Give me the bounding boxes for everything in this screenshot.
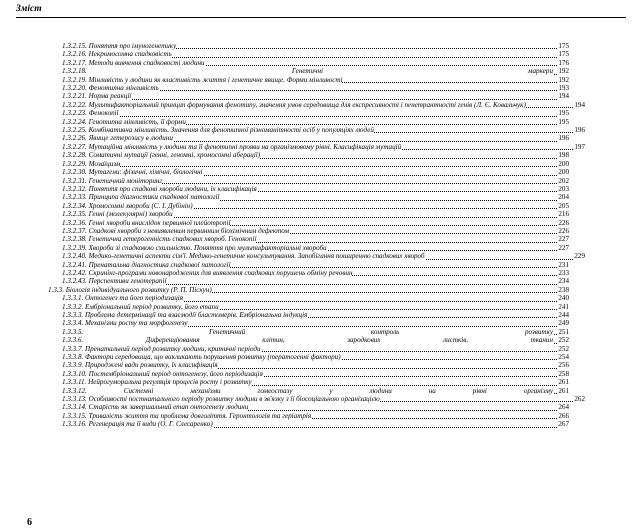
toc-entry[interactable] xyxy=(62,370,569,378)
toc-entry-title: 1.3.2.25. Комбінативна мінливість. Значення для фенотипної різноманітності осіб у популяціях людей xyxy=(62,126,374,135)
toc-entry[interactable] xyxy=(62,101,585,109)
toc-entry-page: 205 xyxy=(558,201,569,210)
toc-entry[interactable] xyxy=(62,235,569,243)
toc-entry[interactable] xyxy=(62,59,569,67)
toc-entry-page: 175 xyxy=(558,42,569,50)
toc-entry[interactable] xyxy=(62,261,569,269)
toc-entry-title: 1.3.3.9. Природжені вади розвитку, їх класифікація xyxy=(62,361,218,370)
toc-entry-page: 226 xyxy=(558,218,569,227)
toc-entry-page: 226 xyxy=(558,226,569,235)
toc-entry-page: 200 xyxy=(558,168,569,177)
toc-entry-title: 1.3.3.11. Нейрогуморальна регуляція процесів росту і розвитку xyxy=(62,378,252,387)
toc-entry-page: 254 xyxy=(558,353,569,362)
toc-entry-title: 1.3.3.4. Механізми росту та морфогенезу xyxy=(62,319,188,328)
toc-entry-title: 1.3.2.37. Спадкові хвороби з невиявленим первинним біохімічним дефектом xyxy=(62,226,290,235)
toc-entry-title: 1.3.2.28. Соматичні мутації (генні, геномні, хромосомні аберації) xyxy=(62,151,261,160)
toc-entry-page: 240 xyxy=(558,294,569,303)
toc-entry[interactable] xyxy=(62,219,569,227)
toc-entry-page: 233 xyxy=(558,268,569,277)
toc-entry-page: 261 xyxy=(558,378,569,387)
toc-entry-page: 192 xyxy=(558,75,569,84)
toc-entry[interactable] xyxy=(62,420,569,428)
header-rule xyxy=(16,17,626,18)
toc-entry-page: 266 xyxy=(558,411,569,420)
toc-entry-page: 261 xyxy=(558,386,569,395)
toc-entry-title: 1.3.2.39. Хвороби зі спадковою схильністю. Поняття про мультифакторіальні хвороби xyxy=(62,243,327,252)
toc-entry[interactable] xyxy=(62,303,569,311)
toc-entry[interactable] xyxy=(62,328,569,336)
toc-entry-title: 1.3.3.16. Регенерація та її види (О. Г. Слесаренко) xyxy=(62,420,213,429)
toc-entry-title: 1.3.2.36. Генні хвороби внаслідок первинної плейотропії xyxy=(62,218,231,227)
toc-entry-title: 1.3.2.22. Мультифакторіальний принцип формування фенотипу, значення умов середовища для експресивності і пенетрантності генів (Л. Є. Ковальчук) xyxy=(62,100,526,109)
table-of-contents xyxy=(0,42,640,429)
toc-entry-title: 1.3.2.29. Мозаїцизм xyxy=(62,159,121,168)
toc-entry-title: 1.3.2.26. Явище гетерозису в людини xyxy=(62,134,173,143)
toc-entry-title: 1.3.3.14. Старість як завершальний етап онтогенезу людини xyxy=(62,403,249,412)
toc-entry-title: 1.3.2.16. Некромосомна спадковість xyxy=(62,50,172,59)
toc-entry[interactable] xyxy=(62,76,569,84)
toc-entry-page: 227 xyxy=(558,235,569,244)
toc-entry-title: 1.3.2.35. Генні (молекулярні) хвороби xyxy=(62,210,173,219)
toc-entry-page: 195 xyxy=(558,109,569,118)
toc-entry-title: 1.3.3.12. Системні механізми гомеостазу у людини на рівні організму xyxy=(62,386,553,395)
toc-entry-title: 1.3.2.33. Принципи діагностики спадкової патології xyxy=(62,193,220,202)
toc-entry[interactable] xyxy=(62,109,569,117)
toc-entry-page: 175 xyxy=(558,50,569,59)
toc-entry-page: 202 xyxy=(558,176,569,185)
toc-entry-page: 176 xyxy=(558,58,569,67)
toc-entry[interactable] xyxy=(62,252,585,260)
toc-entry-title: 1.3.2.31. Генетичний моніторинг xyxy=(62,176,163,185)
toc-entry[interactable] xyxy=(62,403,569,411)
toc-entry-title: 1.3.2.32. Поняття про спадкові хвороби людини, їх класифікація xyxy=(62,184,257,193)
toc-entry-title: 1.3.3.1. Онтогенез та його періодизація xyxy=(62,294,184,303)
toc-entry-title: 1.3.2.27. Мутаційна мінливість у людини та її фенотипні прояви на організмовому рівні. Класифікація мутацій xyxy=(62,142,402,151)
toc-entry-title: 1.3.2.40. Медико-генетичні аспекти сім'ї. Медико-генетичне консультування. Запобігання поширенню спадкових хвороб xyxy=(62,252,425,261)
toc-entry[interactable] xyxy=(62,378,569,386)
toc-entry-page: 194 xyxy=(574,100,585,109)
toc-entry-page: 203 xyxy=(558,184,569,193)
toc-entry-title: 1.3.3.2. Ембріональний період розвитку, його етапи xyxy=(62,302,219,311)
toc-entry[interactable] xyxy=(62,151,569,159)
page-number: 6 xyxy=(27,517,32,528)
toc-entry[interactable] xyxy=(62,361,569,369)
toc-entry-title: 1.3.3. Біологія індивідуального розвитку (Р. П. Піскун) xyxy=(48,285,212,294)
toc-entry-page: 238 xyxy=(558,285,569,294)
toc-entry-title: 1.3.2.18. Генетичні маркери xyxy=(62,67,553,76)
toc-entry-page: 262 xyxy=(574,395,585,404)
toc-entry-title: 1.3.3.13. Особливості постнатального періоду розвитку людини в зв'язку з її біосоціальною організацією xyxy=(62,395,380,404)
toc-entry[interactable] xyxy=(62,319,569,327)
toc-entry-page: 204 xyxy=(558,193,569,202)
toc-entry-title: 1.3.2.23. Фенокопії xyxy=(62,109,119,118)
toc-entry[interactable] xyxy=(62,387,569,395)
toc-entry[interactable] xyxy=(62,84,569,92)
toc-entry[interactable] xyxy=(62,345,569,353)
toc-entry[interactable] xyxy=(62,177,569,185)
toc-entry[interactable] xyxy=(62,244,569,252)
toc-entry-page: 252 xyxy=(558,336,569,345)
toc-entry-page: 227 xyxy=(558,243,569,252)
toc-entry-page: 194 xyxy=(558,92,569,101)
toc-entry-title: 1.3.2.15. Поняття про імуногенетику xyxy=(62,42,177,50)
toc-entry-page: 251 xyxy=(558,327,569,336)
toc-entry-title: 1.3.2.34. Хромосомні хвороби (С. І. Дубінін) xyxy=(62,201,193,210)
toc-entry-title: 1.3.3.7. Пренатальний період розвитку людини, критичні періоди xyxy=(62,344,261,353)
toc-entry-title: 1.3.2.43. Перспективи генотерапії xyxy=(62,277,167,286)
toc-entry-title: 1.3.2.17. Методи вивчення спадковості людини xyxy=(62,58,205,67)
toc-entry-page: 229 xyxy=(574,252,585,261)
toc-entry[interactable] xyxy=(62,134,569,142)
toc-entry-title: 1.3.2.20. Фенотипна мінливість xyxy=(62,84,159,93)
toc-entry-title: 1.3.2.21. Норма реакції xyxy=(62,92,132,101)
toc-entry[interactable] xyxy=(62,67,569,75)
toc-entry-page: 196 xyxy=(558,134,569,143)
toc-entry-page: 195 xyxy=(558,117,569,126)
toc-entry-title: 1.3.2.42. Скринінг-програми новонароджених для виявлення спадкових порушень обміну речовин xyxy=(62,268,353,277)
toc-entry-title: 1.3.3.3. Проблема детермінації та взаємодії бластомерів. Ембріональна індукція xyxy=(62,311,308,319)
toc-entry[interactable] xyxy=(62,160,569,168)
toc-entry[interactable] xyxy=(62,294,569,302)
toc-entry-page: 252 xyxy=(558,344,569,353)
toc-entry-page: 258 xyxy=(558,369,569,378)
dot-leader xyxy=(62,166,569,167)
toc-entry-page: 192 xyxy=(558,67,569,76)
toc-entry[interactable] xyxy=(62,168,569,176)
toc-entry-page: 231 xyxy=(558,260,569,269)
toc-entry-page: 241 xyxy=(558,302,569,311)
toc-entry[interactable] xyxy=(62,193,569,201)
toc-entry-title: 1.3.2.19. Мінливість у людини як властивість життя і генетичне явище. Форми мінливості xyxy=(62,75,343,84)
toc-entry-page: 264 xyxy=(558,403,569,412)
toc-entry[interactable] xyxy=(62,336,569,344)
running-header: Зміст xyxy=(16,4,42,14)
toc-entry-page: 200 xyxy=(558,159,569,168)
toc-entry-page: 256 xyxy=(558,361,569,370)
toc-entry[interactable] xyxy=(62,118,569,126)
toc-entry-page: 234 xyxy=(558,277,569,286)
toc-entry-title: 1.3.2.41. Пренатальна діагностика спадкової патології xyxy=(62,260,231,269)
toc-entry[interactable] xyxy=(62,50,569,58)
toc-entry-page: 198 xyxy=(558,151,569,160)
toc-entry-title: 1.3.2.38. Генетична гетерогенність спадкових хвороб. Генокопії xyxy=(62,235,257,244)
dot-leader xyxy=(62,116,569,117)
toc-entry-title: 1.3.3.6. Диференціювання клітин, зародкових листків, тканин xyxy=(62,336,553,345)
toc-entry-page: 249 xyxy=(558,319,569,328)
dot-leader xyxy=(62,99,569,100)
toc-entry[interactable] xyxy=(62,92,569,100)
toc-entry-page: 197 xyxy=(574,142,585,151)
toc-entry-page: 244 xyxy=(558,311,569,319)
toc-entry[interactable] xyxy=(62,202,569,210)
toc-entry[interactable] xyxy=(48,286,569,294)
toc-entry-title: 1.3.3.15. Тривалість життя та проблема довголіття. Геронтологія та геріатрія xyxy=(62,411,312,420)
toc-entry[interactable] xyxy=(62,210,569,218)
toc-entry-title: 1.3.2.24. Генотипна мінливість, її форми xyxy=(62,117,186,126)
toc-entry-title: 1.3.3.8. Фактори середовища, що викликають порушення розвитку (тератогенні фактори) xyxy=(62,353,341,362)
toc-entry-title: 1.3.3.10. Постембріональний період онтогенезу, його періодизація xyxy=(62,369,263,378)
toc-entry-page: 216 xyxy=(558,210,569,219)
toc-entry-page: 267 xyxy=(558,420,569,429)
toc-entry-page: 193 xyxy=(558,84,569,93)
toc-entry-title: 1.3.2.30. Мутагени: фізичні, хімічні, біологічні xyxy=(62,168,203,177)
toc-entry-page: 196 xyxy=(574,126,585,135)
toc-entry[interactable] xyxy=(62,277,569,285)
toc-entry-title: 1.3.3.5. Генетичний контроль розвитку xyxy=(62,327,553,336)
